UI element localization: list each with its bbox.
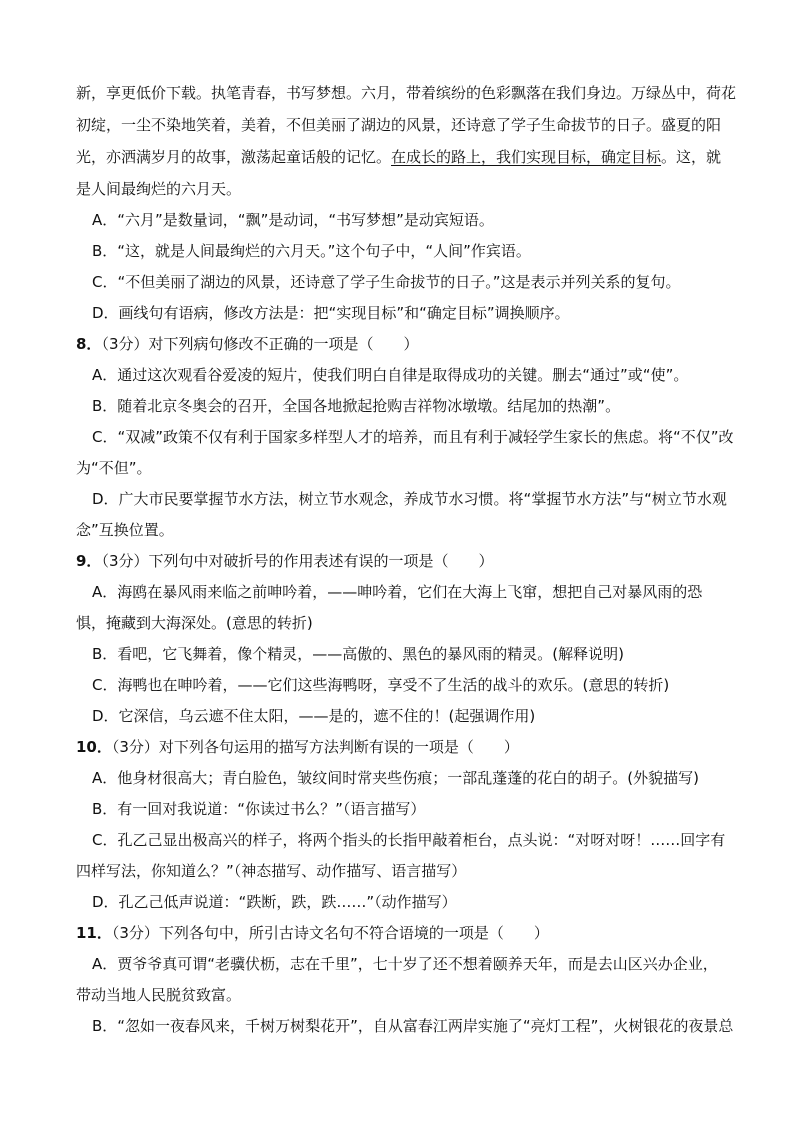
q8-stem: 8．（3分）对下列病句修改不正确的一项是（ ） <box>76 335 419 353</box>
q10-option-d: D．孔乙己低声说道：“跌断，跌，跌……”（动作描写） <box>92 893 457 911</box>
q11-stem: 11．（3分）下列各句中，所引古诗文名句不符合语境的一项是（ ） <box>76 924 549 942</box>
q9-option-a: A．海鸥在暴风雨来临之前呻吟着，——呻吟着，它们在大海上飞窜，想把自己对暴风雨的恐 <box>92 583 703 601</box>
q7-option-a: A．“六月”是数量词，“飘”是动词，“书写梦想”是动宾短语。 <box>92 211 494 229</box>
passage-line: 初绽，一尘不染地笑着，美着，不但美丽了湖边的风景，还诗意了学子生命拔节的日子。盛夏的阳 <box>76 116 722 134</box>
q10-option-c: C．孔乙己显出极高兴的样子，将两个指头的长指甲敲着柜台，点头说：“对呀对呀！……回字有 <box>92 831 726 849</box>
q9-option-d: D．它深信，乌云遮不住太阳，——是的，遮不住的！(起强调作用) <box>92 707 536 725</box>
passage-line: 光，亦洒满岁月的故事，激荡起童话般的记忆。在成长的路上，我们实现目标，确定目标。这，就 <box>76 148 722 166</box>
q11-option-a: A．贾爷爷真可谓“老骥伏枥，志在千里”，七十岁了还不想着颐养天年，而是去山区兴办企业， <box>92 955 718 973</box>
q7-option-d: D．画线句有语病，修改方法是：把“实现目标”和“确定目标”调换顺序。 <box>92 304 570 322</box>
q8-option-d-cont: 念”互换位置。 <box>76 521 174 539</box>
q9-option-b: B．看吧，它飞舞着，像个精灵，——高傲的、黑色的暴风雨的精灵。(解释说明) <box>92 645 624 663</box>
passage-line: 是人间最绚烂的六月天。 <box>76 180 242 198</box>
passage-line: 新，享更低价下载。执笔青春，书写梦想。六月，带着缤纷的色彩飘落在我们身边。万绿丛中，荷花 <box>76 84 737 102</box>
q9-option-a-cont: 惧，掩藏到大海深处。(意思的转折) <box>76 614 313 632</box>
q8-option-c-cont: 为“不但”。 <box>76 459 152 477</box>
q10-option-a: A．他身材很高大；青白脸色，皱纹间时常夹些伤痕；一部乱蓬蓬的花白的胡子。(外貌描写) <box>92 769 699 787</box>
q9-option-c: C．海鸭也在呻吟着，——它们这些海鸭呀，享受不了生活的战斗的欢乐。(意思的转折) <box>92 676 670 694</box>
q8-option-b: B．随着北京冬奥会的召开，全国各地掀起抢购吉祥物冰墩墩。结尾加的热潮”。 <box>92 397 621 415</box>
q8-option-c: C．“双减”政策不仅有利于国家多样型人才的培养，而且有利于减轻学生家长的焦虑。将“不仅”改 <box>92 428 734 446</box>
underlined-sentence: 在成长的路上，我们实现目标，确定目标 <box>391 148 662 166</box>
q11-option-b: B．“忽如一夜春风来，千树万树梨花开”，自从富春江两岸实施了“亮灯工程”，火树银花的夜景总 <box>92 1017 734 1035</box>
q9-stem: 9．（3分）下列句中对破折号的作用表述有误的一项是（ ） <box>76 552 494 570</box>
q8-option-a: A．通过这次观看谷爱凌的短片，使我们明白自律是取得成功的关键。删去“通过”或“使”。 <box>92 366 689 384</box>
q7-option-c: C．“不但美丽了湖边的风景，还诗意了学子生命拔节的日子。”这是表示并列关系的复句。 <box>92 273 681 291</box>
q11-option-a-cont: 带动当地人民脱贫致富。 <box>76 986 242 1004</box>
q7-option-b: B．“这，就是人间最绚烂的六月天。”这个句子中，“人间”作宾语。 <box>92 242 531 260</box>
q8-option-d: D．广大市民要掌握节水方法，树立节水观念，养成节水习惯。将“掌握节水方法”与“树立节水观 <box>92 490 727 508</box>
q10-option-c-cont: 四样写法，你知道么？”（神态描写、动作描写、语言描写） <box>76 862 467 880</box>
q10-stem: 10．（3分）对下列各句运用的描写方法判断有误的一项是（ ） <box>76 738 519 756</box>
q10-option-b: B．有一回对我说道：“你读过书么？”（语言描写） <box>92 800 426 818</box>
